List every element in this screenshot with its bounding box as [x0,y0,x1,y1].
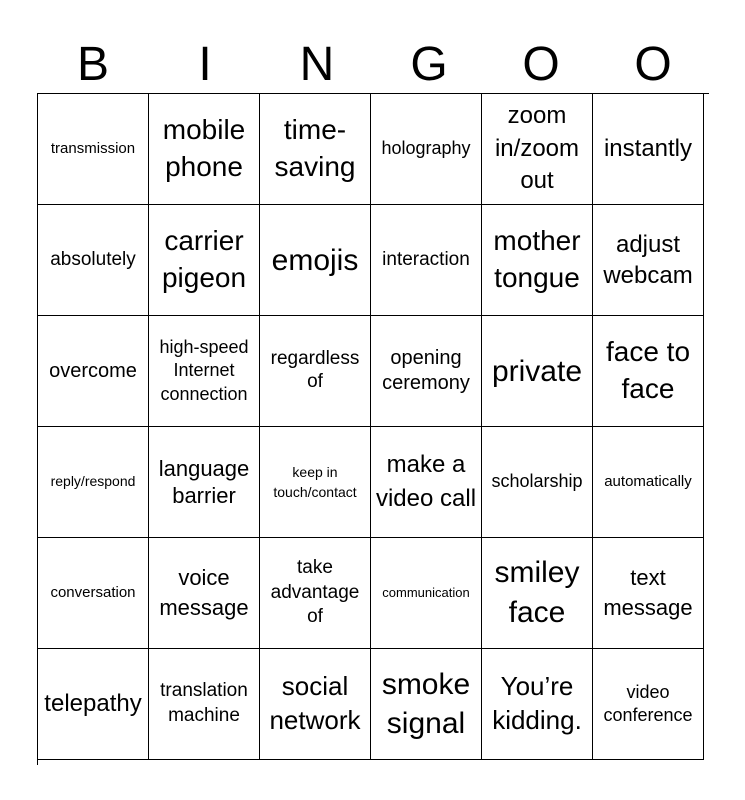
bingo-cell[interactable] [38,538,149,649]
bingo-cell[interactable] [482,538,593,649]
cell-text: holography [381,138,471,159]
cell-text: emojis [271,243,359,277]
bingo-cell[interactable] [38,316,149,427]
cell-text: language barrier [158,455,250,508]
bingo-cell[interactable] [482,427,593,538]
bingo-header [37,36,709,94]
cell-text: time-saving [274,114,356,182]
cell-text: communication [382,584,470,600]
cell-text: keep in touch/contact [273,463,357,500]
bingo-cell[interactable] [38,205,149,316]
cell-text: mother tongue [493,225,581,293]
bingo-cell[interactable] [38,94,149,205]
header-letter-g: G [410,38,448,91]
cell-text: take advantage of [270,556,360,628]
bingo-cell[interactable] [38,427,149,538]
bingo-cell[interactable] [371,94,482,205]
header-letter-o: O [522,38,560,91]
bingo-cell[interactable] [593,538,704,649]
bingo-cell[interactable] [371,538,482,649]
header-letter-b: B [76,38,109,91]
cell-text: reply/respond [50,473,136,490]
cell-text: conversation [50,584,136,601]
bingo-cell[interactable] [593,427,704,538]
bingo-cell[interactable] [593,316,704,427]
cell-text: mobile phone [162,114,246,182]
header-letter-n: N [299,38,335,91]
cell-text: private [491,354,583,388]
bingo-cell[interactable] [482,316,593,427]
bingo-cell[interactable] [149,427,260,538]
cell-text: carrier pigeon [161,225,247,293]
bingo-cell[interactable] [371,427,482,538]
bingo-cell[interactable] [260,94,371,205]
bingo-cell[interactable] [38,649,149,760]
bingo-cell[interactable] [482,94,593,205]
cell-text: telepathy [44,690,142,718]
bingo-cell[interactable] [593,649,704,760]
cell-text: scholarship [491,471,583,492]
cell-text: zoom in/zoom out [494,102,580,195]
cell-text: overcome [49,359,137,382]
bingo-cell[interactable] [482,205,593,316]
bingo-cell[interactable] [593,205,704,316]
bingo-cell[interactable] [260,649,371,760]
cell-text: You’re kidding. [492,671,582,735]
cell-text: text message [603,565,693,620]
cell-text: translation machine [160,680,248,726]
bingo-cell[interactable] [149,649,260,760]
bingo-cell[interactable] [149,316,260,427]
cell-text: smoke signal [381,668,471,740]
cell-text: instantly [603,135,693,163]
cell-text: interaction [382,248,470,270]
bingo-cell[interactable] [371,316,482,427]
bingo-cell[interactable] [260,427,371,538]
cell-text: automatically [604,473,692,490]
cell-text: opening ceremony [382,347,470,394]
bingo-board [37,93,709,765]
bingo-cell[interactable] [371,205,482,316]
cell-text: smiley face [494,555,580,629]
cell-text: video conference [603,681,693,725]
cell-text: face to face [605,336,691,404]
cell-text: absolutely [50,248,136,270]
cell-text: regardless of [270,348,360,392]
bingo-cell[interactable] [260,538,371,649]
bingo-cell[interactable] [149,94,260,205]
bingo-cell[interactable] [371,649,482,760]
cell-text: make a video call [375,451,477,512]
cell-text: transmission [50,140,136,157]
cell-text: high-speed Internet connection [159,336,249,404]
bingo-cell[interactable] [593,94,704,205]
cell-text: adjust webcam [603,230,693,289]
header-letter-o-2: O [634,38,672,91]
cell-text: voice message [159,565,249,620]
cell-text: social network [269,671,361,735]
bingo-cell[interactable] [482,649,593,760]
bingo-cell[interactable] [260,316,371,427]
bingo-cell[interactable] [149,205,260,316]
bingo-cell[interactable] [260,205,371,316]
bingo-cell[interactable] [149,538,260,649]
header-letter-i: I [198,38,212,91]
